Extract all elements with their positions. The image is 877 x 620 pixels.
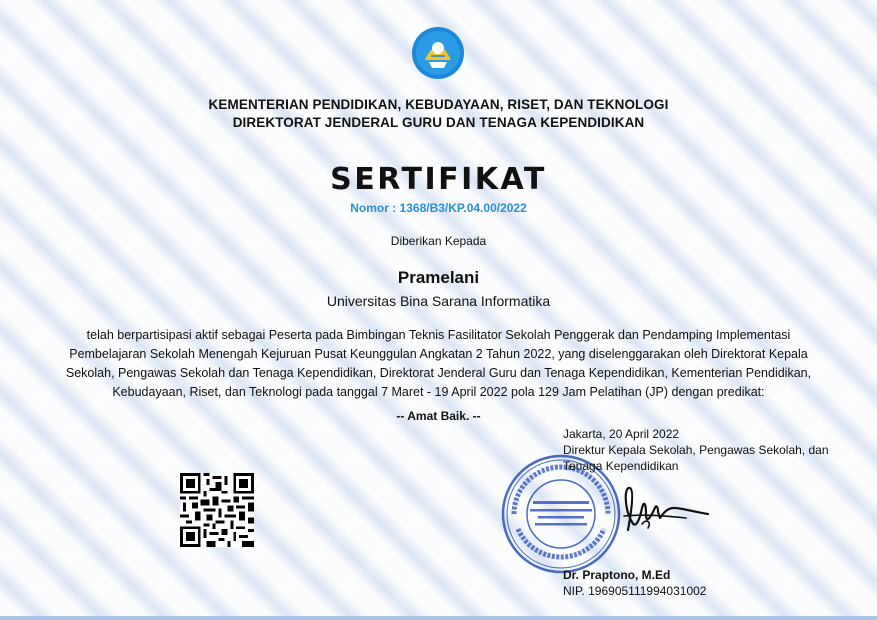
directorate-name: DIREKTORAT JENDERAL GURU DAN TENAGA KEPENDIDIKAN — [232, 115, 645, 130]
description-line: Pembelajaran Sekolah Menengah Kejuruan Pusat Keunggulan Angkatan 2 Tahun 2022, yang diselenggarakan oleh Direktorat Kepala — [69, 347, 808, 361]
signer-position: Tenaga Kependidikan — [563, 459, 679, 473]
tut-wuri-handayani-logo-icon — [411, 26, 465, 80]
ministry-name: KEMENTERIAN PENDIDIKAN, KEBUDAYAAN, RISET, DAN TEKNOLOGI — [208, 97, 669, 112]
signer-nip: NIP. 196905111994031002 — [563, 584, 707, 598]
description-line: Sekolah, Pengawas Sekolah dan Tenaga Kependidikan, Direktorat Jenderal Guru dan Tenaga Kependidikan, Kementerian Pendidikan, — [65, 366, 812, 380]
certificate-title: SERTIFIKAT — [330, 162, 547, 197]
signature-block — [563, 426, 863, 474]
signer-name: Dr. Praptono, M.Ed — [563, 568, 671, 582]
signer-position: Direktur Kepala Sekolah, Pengawas Sekolah, dan — [563, 443, 829, 457]
certificate-number: Nomor : 1368/B3/KP.04.00/2022 — [350, 201, 527, 215]
predicate: -- Amat Baik. -- — [396, 409, 481, 423]
recipient-name: Pramelani — [397, 268, 480, 287]
given-to-label: Diberikan Kepada — [390, 234, 487, 248]
signature-icon — [598, 478, 728, 548]
description-line: Kebudayaan, Riset, dan Teknologi pada tanggal 7 Maret - 19 April 2022 pola 129 Jam Pelatihan (JP) dengan predikat: — [112, 385, 765, 399]
ministry-header — [0, 96, 877, 132]
bottom-border — [0, 616, 877, 620]
description-line: telah berpartisipasi aktif sebagai Peserta pada Bimbingan Teknis Fasilitator Sekolah Penggerak dan Pendamping Implementasi — [86, 328, 791, 342]
signing-place-date: Jakarta, 20 April 2022 — [563, 427, 680, 441]
recipient-institution: Universitas Bina Sarana Informatika — [326, 293, 551, 309]
certificate-description — [30, 326, 847, 402]
qr-code-icon — [180, 473, 254, 547]
